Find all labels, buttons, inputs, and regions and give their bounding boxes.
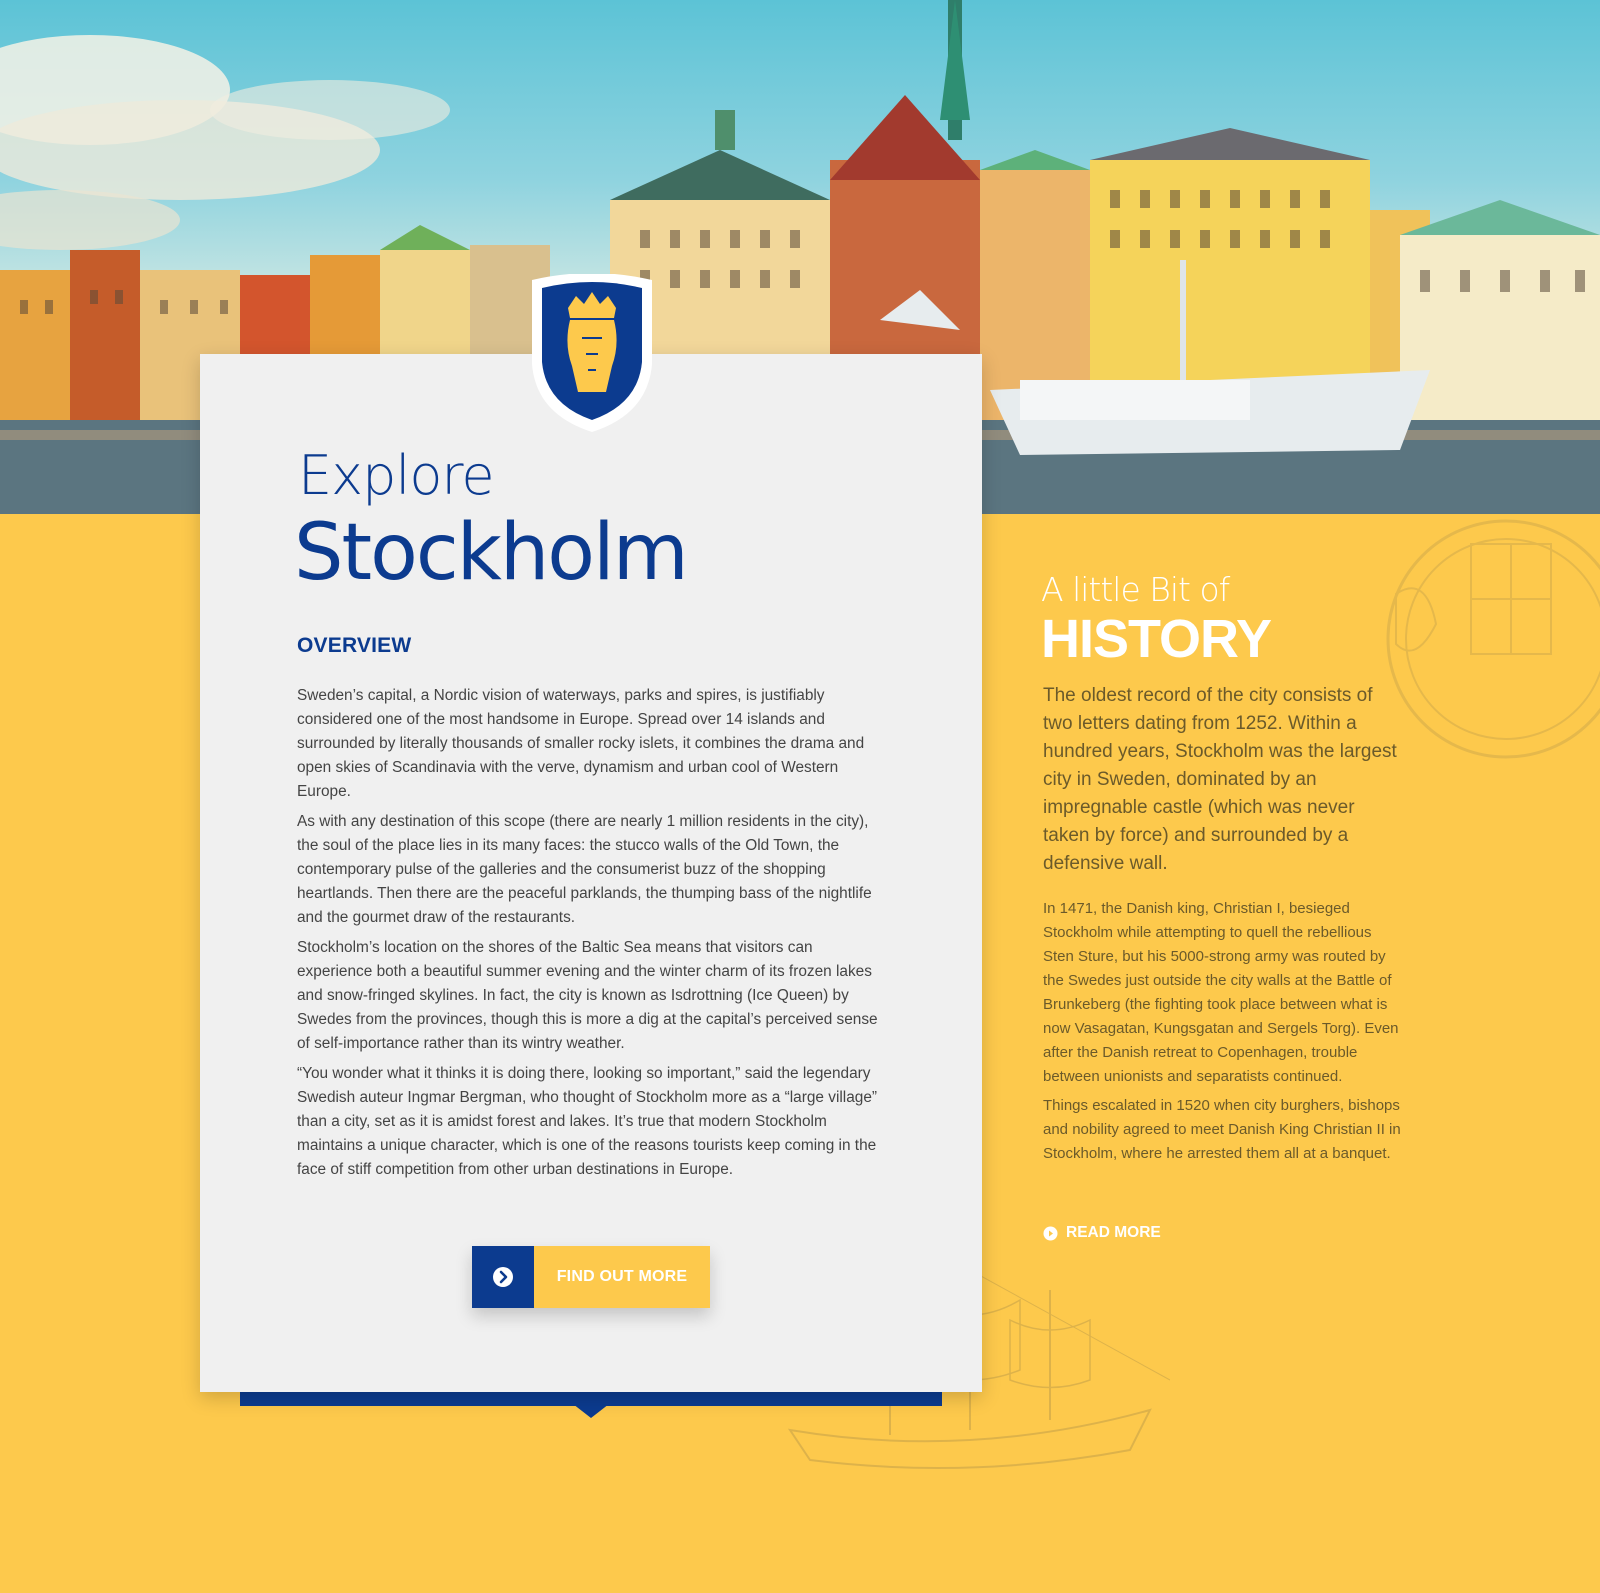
overview-text — [297, 684, 887, 1188]
play-circle-icon — [1043, 1226, 1058, 1241]
city-title: Stockholm — [294, 508, 687, 598]
card-notch — [573, 1404, 609, 1418]
stockholm-crest-icon — [528, 274, 656, 436]
history-paragraph: In 1471, the Danish king, Christian I, besieged Stockholm while attempting to quell the rebellious Sten Sture, but his 5000-strong army was routed by the Swedes just outside the city walls at the Battle of Brunkeberg (the fighting took place between what is now Vasagatan, Kungsgatan and Sergels Torg). Even after the Danish retreat to Copenhagen, trouble between unionists and separatists continued. — [1043, 900, 1399, 1085]
find-out-more-label: FIND OUT MORE — [534, 1246, 710, 1308]
history-title: HISTORY — [1041, 609, 1272, 669]
overview-paragraph: As with any destination of this scope (there are nearly 1 million residents in the city), the soul of the place lies in its many faces: the stucco walls of the Old Town, the contemporary pulse of the galleries and the consumerist buzz of the shopping heartlands. Then there are the peaceful parklands, the thumping bass of the nightlife and the gourmet draw of the restaurants. — [297, 813, 872, 926]
section-title-overview: OVERVIEW — [297, 634, 412, 657]
history-kicker: A little Bit of — [1041, 570, 1230, 609]
overview-paragraph: Sweden’s capital, a Nordic vision of waterways, parks and spires, is justifiably considered one of the most handsome in Europe. Spread over 14 islands and surrounded by literally thousands of smaller rocky islets, it combines the drama and open skies of Scandinavia with the verve, dynamism and urban cool of Western Europe. — [297, 687, 865, 800]
read-more-label: READ MORE — [1066, 1224, 1161, 1241]
overview-paragraph: “You wonder what it thinks it is doing there, looking so important,” said the legendary Swedish auteur Ingmar Bergman, who thought of Stockholm more as a “large village” than a city, set as it is amidst forest and lakes. It’s true that modern Stockholm maintains a unique character, which is one of the reasons tourists keep coming in the face of stiff competition from other urban destinations in Europe. — [297, 1065, 878, 1178]
chevron-right-circle-icon — [472, 1246, 534, 1308]
history-paragraph: Things escalated in 1520 when city burghers, bishops and nobility agreed to meet Danish King Christian II in Stockholm, where he arrested them all at a banquet. — [1043, 1097, 1401, 1162]
history-text — [1043, 897, 1405, 1171]
explore-heading: Explore — [298, 444, 494, 507]
history-lead: The oldest record of the city consists of two letters dating from 1252. Within a hundred years, Stockholm was the largest city in Sweden, dominated by an impregnable castle (which was never taken by force) and surrounded by a defensive wall. — [1043, 685, 1397, 874]
read-more-link[interactable] — [1043, 1224, 1161, 1242]
overview-paragraph: Stockholm’s location on the shores of the Baltic Sea means that visitors can experience both a beautiful summer evening and the winter charm of its frozen lakes and snow-fringed skylines. In fact, the city is known as Isdrottning (Ice Queen) by Swedes from the provinces, though this is more a dig at the capital’s perceived sense of self-importance rather than its wintry weather. — [297, 939, 878, 1052]
find-out-more-button[interactable] — [472, 1246, 710, 1308]
